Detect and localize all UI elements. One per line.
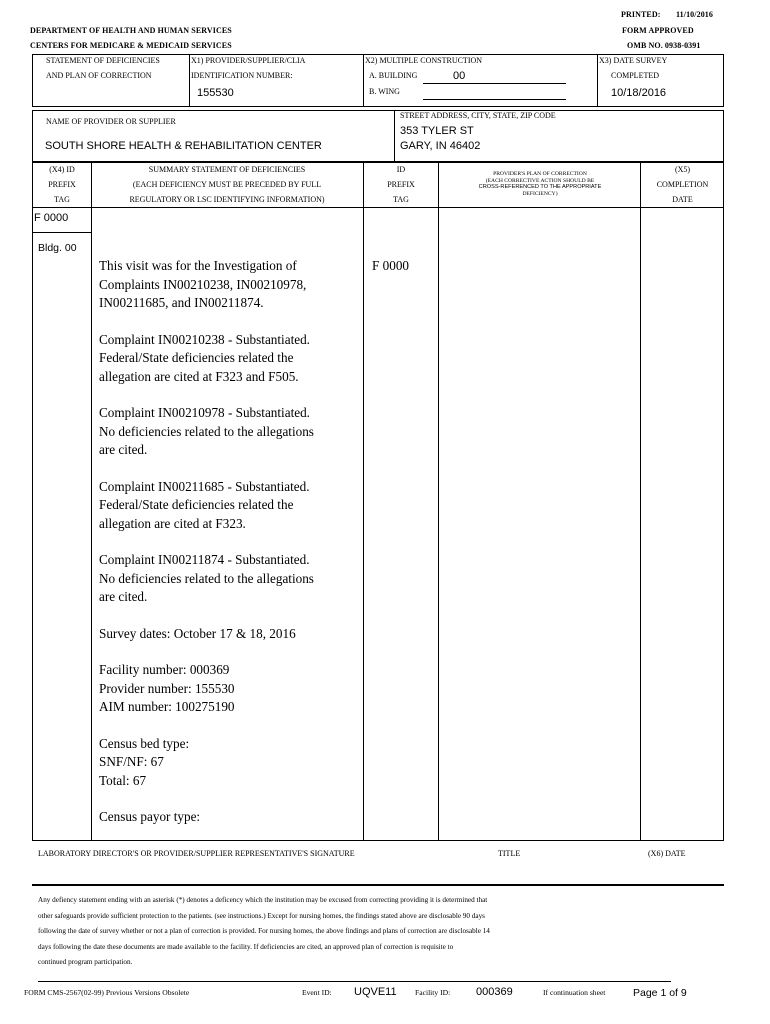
event-id: UQVE11: [354, 986, 397, 998]
body-div1: [91, 162, 92, 840]
form-number: FORM CMS-2567(02-99) Previous Versions Obsolete: [24, 988, 190, 997]
provider-name: SOUTH SHORE HEALTH & REHABILITATION CENTER: [45, 140, 322, 152]
footer-rule: [38, 981, 671, 982]
building-value: 00: [453, 70, 466, 82]
x3-label-1: X3) DATE SURVEY: [599, 56, 668, 65]
x4-header-1: (X4) ID: [49, 165, 75, 174]
box2-top-rule: [32, 110, 724, 111]
disclaimer-line: Any defiency statement ending with an asterisk (*) denotes a deficency which the institution may be excused from correcting providing it is determined that: [38, 896, 488, 904]
x4-header-2: PREFIX: [48, 180, 76, 189]
statement-label-1: STATEMENT OF DEFICIENCIES: [46, 56, 160, 65]
x6-date-label: (X6) DATE: [648, 849, 686, 858]
disclaimer-line: other safeguards provide sufficient protection to the patients. (see instructions.) Except for nursing homes, the findings stated above are disclosable 90 days: [38, 911, 485, 920]
plan-header-3: CROSS-REFERENCED TO THE APPROPRIATE: [478, 184, 602, 190]
address-label: STREET ADDRESS, CITY, STATE, ZIP CODE: [400, 111, 556, 120]
box1-left-rule: [32, 54, 33, 107]
provider-id-number: 155530: [197, 87, 234, 99]
right-tag: F 0000: [372, 258, 410, 273]
box1-div3: [597, 54, 598, 107]
deficiency-summary: [99, 257, 361, 845]
building-tag: Bldg. 00: [38, 242, 77, 254]
box1-top-rule: [32, 54, 724, 55]
facility-id-label: Facility ID:: [415, 988, 451, 997]
summary-paragraph: Survey dates: October 17 & 18, 2016: [99, 625, 296, 641]
x1-label-1: X1) PROVIDER/SUPPLIER/CLIA: [191, 56, 306, 65]
printed-label: PRINTED:: [621, 10, 661, 19]
page-number: Page 1 of 9: [633, 987, 687, 999]
x5-header-1: (X5): [674, 165, 691, 174]
plan-header-2: (EACH CORRECTIVE ACTION SHOULD BE: [485, 177, 595, 184]
facility-id: 000369: [476, 986, 513, 998]
building-label: A. BUILDING: [369, 71, 418, 80]
body-left-rule: [32, 162, 33, 840]
box1-bottom-rule: [32, 106, 724, 107]
summary-paragraph: Census payor type:: [99, 809, 201, 824]
summary-paragraph: Complaint IN00211685 - Substantiated. Federal/State deficiencies related the allegation are cited at F323.: [99, 478, 310, 531]
x4-header-3: TAG: [54, 195, 70, 204]
printed-date: 11/10/2016: [676, 10, 714, 19]
body-div4: [640, 162, 641, 840]
summary-paragraph: Facility number: 000369 Provider number: 155530 AIM number: 100275190: [99, 662, 235, 714]
body-div3: [438, 162, 439, 840]
centers-title: CENTERS FOR MEDICARE & MEDICAID SERVICES: [30, 41, 232, 50]
provider-name-label: NAME OF PROVIDER OR SUPPLIER: [46, 117, 176, 126]
box1-div2: [363, 54, 364, 107]
wing-label: B. WING: [369, 87, 400, 96]
statement-label-2: AND PLAN OF CORRECTION: [46, 71, 152, 80]
department-title: DEPARTMENT OF HEALTH AND HUMAN SERVICES: [30, 26, 232, 35]
tag-cell-rule: [32, 232, 91, 233]
columns-top-rule: [32, 162, 724, 163]
id-header-1: ID: [396, 165, 406, 174]
id-header-2: PREFIX: [387, 180, 415, 189]
x5-header-2: COMPLETION: [656, 180, 709, 189]
box1-div1: [189, 54, 190, 107]
summary-paragraph: Census bed type: SNF/NF: 67 Total: 67: [99, 735, 190, 788]
left-tag: F 0000: [34, 212, 69, 224]
wing-underline: [423, 99, 566, 100]
summary-paragraph: Complaint IN00210238 - Substantiated. Federal/State deficiencies related the allegation are cited at F323 and F505.: [99, 331, 310, 384]
x2-label: X2) MULTIPLE CONSTRUCTION: [365, 56, 483, 65]
omb-number: OMB NO. 0938-0391: [627, 41, 701, 50]
box2-left-rule: [32, 110, 33, 162]
title-label: TITLE: [498, 849, 521, 858]
signature-label: LABORATORY DIRECTOR'S OR PROVIDER/SUPPLIER REPRESENTATIVE'S SIGNATURE: [38, 849, 355, 858]
summary-header-3: REGULATORY OR LSC IDENTIFYING INFORMATION): [129, 195, 325, 204]
x1-label-2: IDENTIFICATION NUMBER:: [191, 71, 293, 80]
building-underline: [423, 83, 566, 84]
summary-header-1: SUMMARY STATEMENT OF DEFICIENCIES: [148, 165, 306, 174]
summary-header-2: (EACH DEFICIENCY MUST BE PRECEDED BY FULL: [132, 180, 322, 189]
summary-paragraph: Complaint IN00210978 - Substantiated. No deficiencies related to the allegations are cited.: [99, 405, 314, 457]
disclaimer-line: days following the date these documents are made available to the facility. If deficiencies are cited, an approved plan of correction is requisite to: [38, 942, 454, 951]
id-header-3: TAG: [393, 195, 409, 204]
box2-right-rule: [723, 110, 724, 162]
street-address: 353 TYLER ST: [400, 125, 474, 137]
body-right-rule: [723, 162, 724, 840]
date-completed: 10/18/2016: [611, 87, 667, 99]
plan-header-1: PROVIDER'S PLAN OF CORRECTION: [493, 171, 587, 177]
plan-header-4: DEFICIENCY): [522, 190, 558, 197]
summary-paragraph: Complaint IN00211874 - Substantiated. No deficiencies related to the allegations are cited.: [99, 552, 314, 604]
disclaimer-line: following the date of survey whether or not a plan of correction is provided. For nursing homes, the above findings and plans of correction are disclosable 14: [38, 927, 490, 935]
columns-bottom-rule: [32, 207, 724, 208]
body-div2: [363, 162, 364, 840]
box1-right-rule: [723, 54, 724, 107]
summary-paragraph: This visit was for the Investigation of Complaints IN00210238, IN00210978, IN00211685, and IN00211874.: [99, 258, 307, 310]
box2-div: [394, 110, 395, 162]
disclaimer: [38, 893, 718, 971]
event-id-label: Event ID:: [302, 988, 332, 997]
continuation-label: If continuation sheet: [543, 988, 606, 997]
form-approved: FORM APPROVED: [622, 26, 694, 35]
signature-bottom-rule: [32, 884, 724, 886]
disclaimer-line: continued program participation.: [38, 958, 133, 966]
x3-label-2: COMPLETED: [611, 71, 659, 80]
city-state-zip: GARY, IN 46402: [400, 140, 481, 152]
x5-header-3: DATE: [672, 195, 693, 204]
